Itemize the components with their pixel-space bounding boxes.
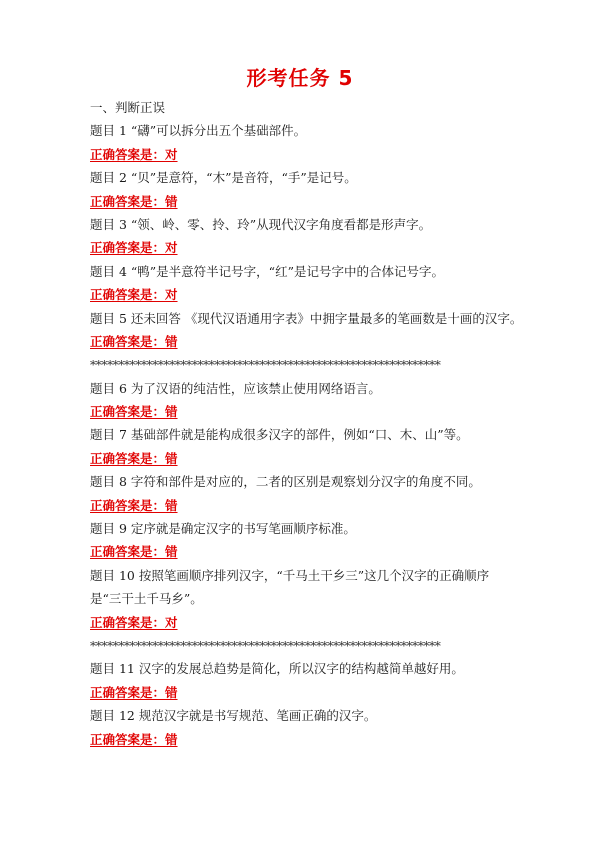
answer-line [90, 190, 520, 213]
page-title: 形考任务 5 [246, 66, 354, 90]
answer-value: 错 [165, 193, 178, 209]
answer-line [90, 540, 520, 563]
answer-label: 正确答案是： [90, 614, 166, 630]
question-text: 题目 1 “礴”可以拆分出五个基础部件。 [90, 123, 307, 139]
question-text: 题目 6 为了汉语的纯洁性，应该禁止使用网络语言。 [90, 380, 381, 396]
answer-value: 错 [165, 333, 178, 349]
answer-line [90, 611, 520, 634]
question-text: 题目 2 “贝”是意符，“木”是音符，“手”是记号。 [90, 170, 357, 186]
answer-value: 错 [165, 404, 178, 420]
answer-line [90, 400, 520, 423]
answer-value: 错 [165, 731, 178, 747]
question-text: 题目 7 基础部件就是能构成很多汉字的部件，例如“口、木、山”等。 [90, 427, 469, 443]
separator-line: ************************************************************** [90, 638, 441, 654]
answer-line [90, 236, 520, 259]
answer-label: 正确答案是： [90, 240, 166, 256]
separator-line: ************************************************************** [90, 357, 441, 373]
answer-value: 对 [165, 614, 178, 630]
question-text: 题目 4 “鸭”是半意符半记号字，“红”是记号字中的合体记号字。 [90, 263, 444, 279]
answer-value: 错 [165, 684, 178, 700]
answer-label: 正确答案是： [90, 287, 166, 303]
answer-line [90, 494, 520, 517]
answer-line [90, 681, 520, 704]
answer-line [90, 447, 520, 470]
answer-label: 正确答案是： [90, 544, 166, 560]
answer-value: 错 [165, 450, 178, 466]
answer-line [90, 283, 520, 306]
answer-value: 错 [165, 497, 178, 513]
answer-value: 对 [165, 287, 178, 303]
answer-label: 正确答案是： [90, 404, 166, 420]
question-text: 题目 12 规范汉字就是书写规范、笔画正确的汉字。 [90, 708, 377, 724]
section-heading: 一、判断正误 [90, 100, 166, 115]
answer-label: 正确答案是： [90, 684, 166, 700]
question-text: 题目 11 汉字的发展总趋势是简化，所以汉字的结构越简单越好用。 [90, 661, 464, 677]
answer-line [90, 330, 520, 353]
question-text: 题目 5 还未回答 《现代汉语通用字表》中拥字量最多的笔画数是十画的汉字。 [90, 310, 523, 326]
answer-label: 正确答案是： [90, 731, 166, 747]
answer-value: 对 [165, 240, 178, 256]
answer-line [90, 143, 520, 166]
answer-label: 正确答案是： [90, 497, 166, 513]
question-text: 题目 10 按照笔画顺序排列汉字，“千马土干乡三”这几个汉字的正确顺序是“三干土千马乡”。 [90, 567, 490, 607]
answer-label: 正确答案是： [90, 333, 166, 349]
question-text: 题目 3 “领、岭、零、拎、玲”从现代汉字角度看都是形声字。 [90, 216, 432, 232]
question-list [90, 96, 523, 751]
answer-label: 正确答案是： [90, 450, 166, 466]
answer-value: 错 [165, 544, 178, 560]
answer-label: 正确答案是： [90, 146, 166, 162]
answer-label: 正确答案是： [90, 193, 166, 209]
question-text: 题目 8 字符和部件是对应的，二者的区别是观察划分汉字的角度不同。 [90, 474, 481, 490]
answer-line [90, 728, 520, 751]
question-text: 题目 9 定序就是确定汉字的书写笔画顺序标准。 [90, 521, 356, 537]
answer-value: 对 [165, 146, 178, 162]
